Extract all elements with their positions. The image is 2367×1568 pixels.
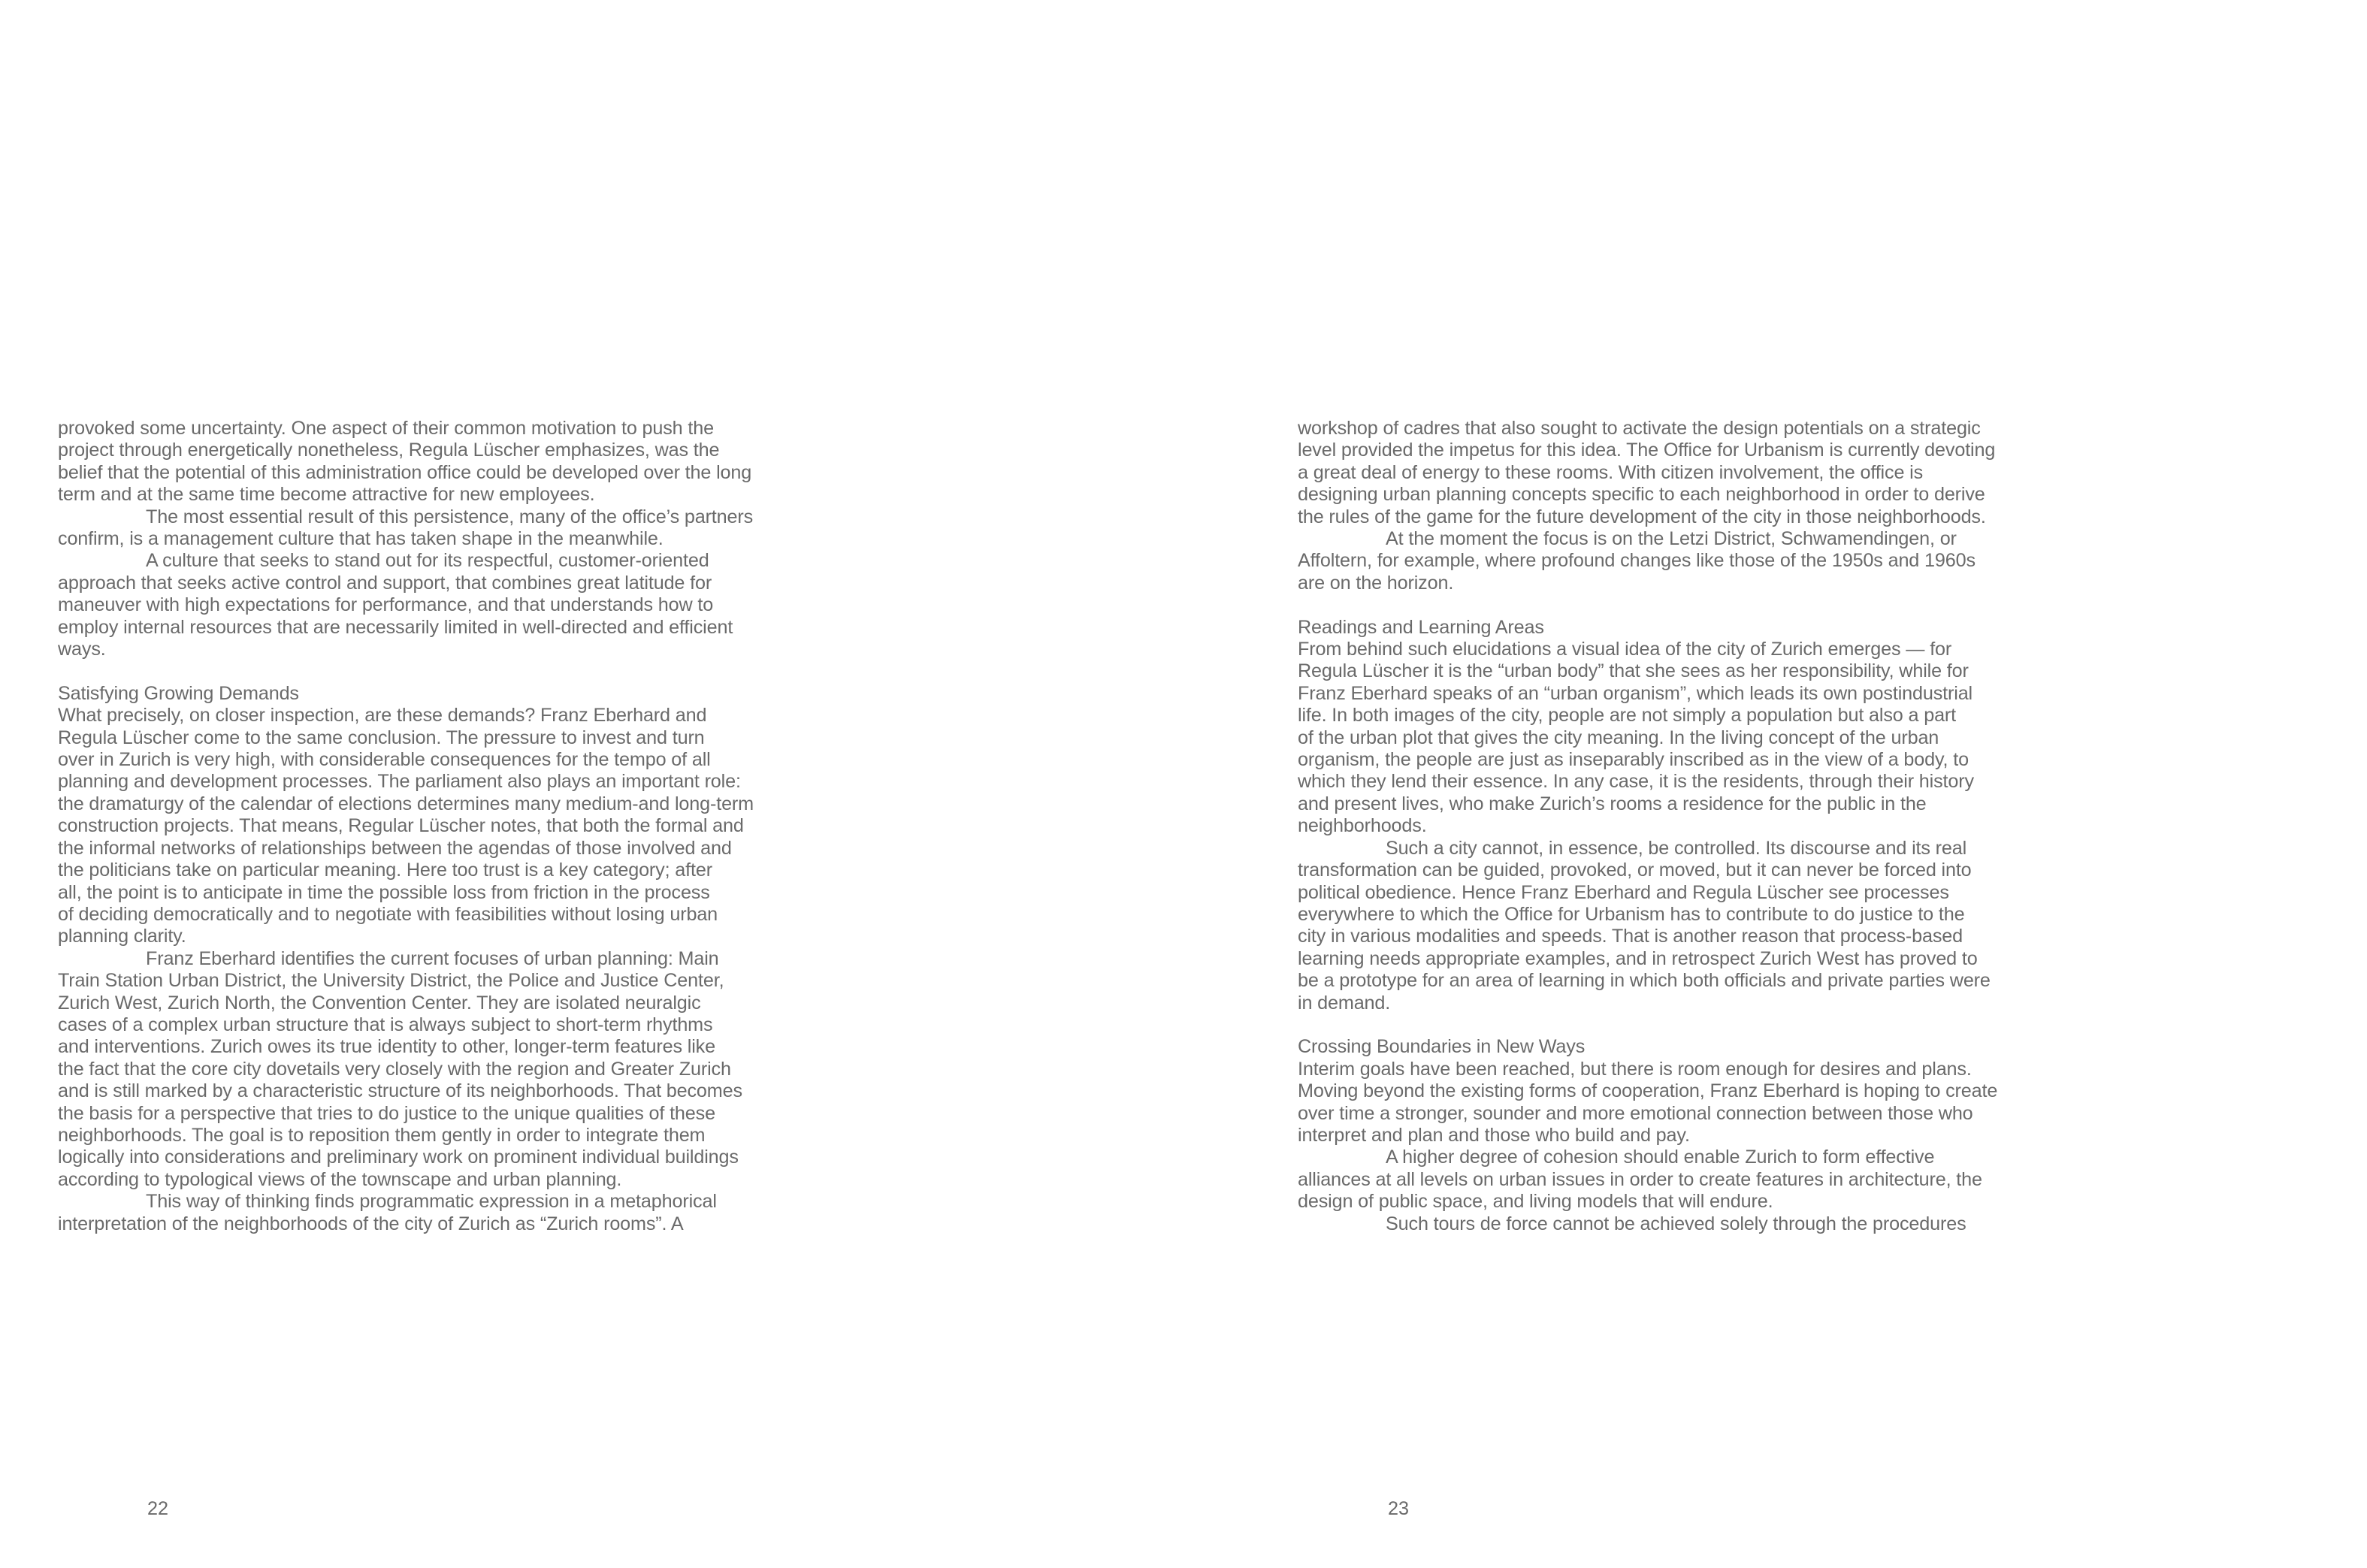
paragraph	[1298, 639, 2064, 838]
text-line: Moving beyond the existing forms of cooperation, Franz Eberhard is hoping to create	[1298, 1080, 1998, 1102]
text-line: city in various modalities and speeds. That is another reason that process-based	[1298, 926, 1963, 947]
right-text-column	[1298, 418, 2064, 1235]
paragraph-gap	[58, 660, 824, 682]
text-line: cases of a complex urban structure that is always subject to short-term rhythms	[58, 1014, 713, 1035]
paragraph	[1298, 1213, 2064, 1235]
paragraph	[1298, 1147, 2064, 1213]
text-line: over time a stronger, sounder and more emotional connection between those who	[1298, 1102, 1973, 1124]
text-line: and present lives, who make Zurich’s rooms a residence for the public in the	[1298, 793, 1927, 814]
text-line: workshop of cadres that also sought to activate the design potentials on a strategic	[1298, 418, 1981, 439]
text-line: organism, the people are just as inseparably inscribed as in the view of a body, to	[1298, 749, 1969, 771]
text-line: term and at the same time become attractive for new employees.	[58, 484, 595, 506]
paragraph	[58, 1191, 824, 1235]
text-line: Such tours de force cannot be achieved solely through the procedures	[1386, 1213, 1966, 1234]
text-line: planning clarity.	[58, 926, 186, 947]
text-line: the fact that the core city dovetails very closely with the region and Greater Zurich	[58, 1058, 731, 1080]
paragraph	[58, 948, 824, 1191]
section-heading: Satisfying Growing Demands	[58, 682, 299, 704]
text-line: interpret and plan and those who build and pay.	[1298, 1124, 1690, 1146]
text-line: which they lend their essence. In any case, it is the residents, through their history	[1298, 771, 1974, 793]
page-number: 22	[147, 1498, 169, 1519]
text-line: Zurich West, Zurich North, the Convention Center. They are isolated neuralgic	[58, 992, 701, 1014]
text-line: over in Zurich is very high, with considerable consequences for the tempo of all	[58, 749, 711, 771]
text-line: approach that seeks active control and support, that combines great latitude for	[58, 572, 712, 594]
left-text-column	[58, 418, 824, 1235]
text-line: all, the point is to anticipate in time the possible loss from friction in the process	[58, 881, 710, 903]
text-line: Regula Lüscher it is the “urban body” that she sees as her responsibility, while for	[1298, 660, 1969, 682]
text-line: ways.	[58, 639, 106, 660]
text-line: the politicians take on particular meaning. Here too trust is a key category; after	[58, 860, 712, 881]
text-line: life. In both images of the city, people are not simply a population but also a part	[1298, 705, 1957, 727]
paragraph	[1298, 1059, 2064, 1147]
section-heading: Readings and Learning Areas	[1298, 616, 1544, 638]
text-line: employ internal resources that are necessarily limited in well-directed and efficient	[58, 616, 733, 638]
text-line: be a prototype for an area of learning in which both officials and private parties were	[1298, 970, 1991, 992]
text-line: designing urban planning concepts specific to each neighborhood in order to derive	[1298, 484, 1985, 506]
text-line: provoked some uncertainty. One aspect of their common motivation to push the	[58, 418, 714, 439]
text-line: What precisely, on closer inspection, are these demands? Franz Eberhard and	[58, 705, 707, 727]
text-line: This way of thinking finds programmatic expression in a metaphorical	[146, 1191, 717, 1213]
text-line: level provided the impetus for this idea. The Office for Urbanism is currently devoting	[1298, 440, 1996, 461]
text-line: the rules of the game for the future development of the city in those neighborhoods.	[1298, 506, 1986, 527]
text-line: planning and development processes. The parliament also plays an important role:	[58, 771, 741, 793]
text-line: A culture that seeks to stand out for its respectful, customer-oriented	[146, 550, 709, 572]
text-line: a great deal of energy to these rooms. With citizen involvement, the office is	[1298, 461, 1924, 483]
paragraph	[1298, 838, 2064, 1014]
text-line: according to typological views of the townscape and urban planning.	[58, 1168, 622, 1190]
right-page	[1184, 0, 2367, 1568]
paragraph	[58, 550, 824, 660]
paragraph	[58, 705, 824, 947]
page-number: 23	[1388, 1498, 1410, 1519]
text-line: political obedience. Hence Franz Eberhard and Regula Lüscher see processes	[1298, 881, 1949, 903]
paragraph-gap	[1298, 1014, 2064, 1036]
text-line: Such a city cannot, in essence, be controlled. Its discourse and its real	[1386, 837, 1967, 859]
text-line: of deciding democratically and to negotiate with feasibilities without losing urban	[58, 903, 718, 925]
text-line: confirm, is a management culture that has taken shape in the meanwhile.	[58, 528, 664, 550]
text-line: of the urban plot that gives the city meaning. In the living concept of the urban	[1298, 727, 1939, 748]
text-line: project through energetically nonetheless, Regula Lüscher emphasizes, was the	[58, 440, 720, 461]
text-line: transformation can be guided, provoked, or moved, but it can never be forced into	[1298, 860, 1972, 881]
text-line: Franz Eberhard identifies the current focuses of urban planning: Main	[146, 947, 719, 969]
text-line: and interventions. Zurich owes its true identity to other, longer-term features like	[58, 1036, 715, 1058]
text-line: design of public space, and living models that will endure.	[1298, 1191, 1773, 1213]
text-line: Franz Eberhard speaks of an “urban organism”, which leads its own postindustrial	[1298, 682, 1972, 704]
paragraph	[1298, 418, 2064, 528]
text-line: construction projects. That means, Regular Lüscher notes, that both the formal and	[58, 815, 744, 837]
text-line: everywhere to which the Office for Urbanism has to contribute to do justice to the	[1298, 903, 1965, 925]
text-line: learning needs appropriate examples, and in retrospect Zurich West has proved to	[1298, 947, 1978, 969]
text-line: the basis for a perspective that tries to do justice to the unique qualities of these	[58, 1102, 715, 1124]
text-line: logically into considerations and preliminary work on prominent individual buildings	[58, 1147, 739, 1168]
text-line: interpretation of the neighborhoods of the city of Zurich as “Zurich rooms”. A	[58, 1213, 684, 1234]
text-line: The most essential result of this persistence, many of the office’s partners	[146, 506, 754, 527]
text-line: Interim goals have been reached, but there is room enough for desires and plans.	[1298, 1058, 1972, 1080]
text-line: neighborhoods.	[1298, 815, 1427, 837]
text-line: At the moment the focus is on the Letzi District, Schwamendingen, or	[1386, 528, 1957, 550]
text-line: alliances at all levels on urban issues in order to create features in architecture, the	[1298, 1168, 1982, 1190]
text-line: neighborhoods. The goal is to reposition them gently in order to integrate them	[58, 1124, 706, 1146]
paragraph	[58, 418, 824, 506]
text-line: belief that the potential of this administration office could be developed over the long	[58, 461, 752, 483]
text-line: maneuver with high expectations for performance, and that understands how to	[58, 594, 714, 616]
text-line: in demand.	[1298, 992, 1391, 1014]
text-line: the dramaturgy of the calendar of elections determines many medium-and long-term	[58, 793, 754, 814]
text-line: the informal networks of relationships between the agendas of those involved and	[58, 837, 732, 859]
text-line: Train Station Urban District, the University District, the Police and Justice Center,	[58, 970, 724, 992]
text-line: A higher degree of cohesion should enable Zurich to form effective	[1386, 1147, 1935, 1168]
text-line: Regula Lüscher come to the same conclusion. The pressure to invest and turn	[58, 727, 705, 748]
paragraph	[1298, 528, 2064, 594]
paragraph	[58, 506, 824, 551]
text-line: and is still marked by a characteristic structure of its neighborhoods. That becomes	[58, 1080, 742, 1102]
section-heading: Crossing Boundaries in New Ways	[1298, 1036, 1586, 1058]
paragraph-gap	[1298, 594, 2064, 616]
text-line: From behind such elucidations a visual idea of the city of Zurich emerges — for	[1298, 639, 1952, 660]
text-line: are on the horizon.	[1298, 572, 1454, 594]
text-line: Affoltern, for example, where profound changes like those of the 1950s and 1960s	[1298, 550, 1976, 572]
